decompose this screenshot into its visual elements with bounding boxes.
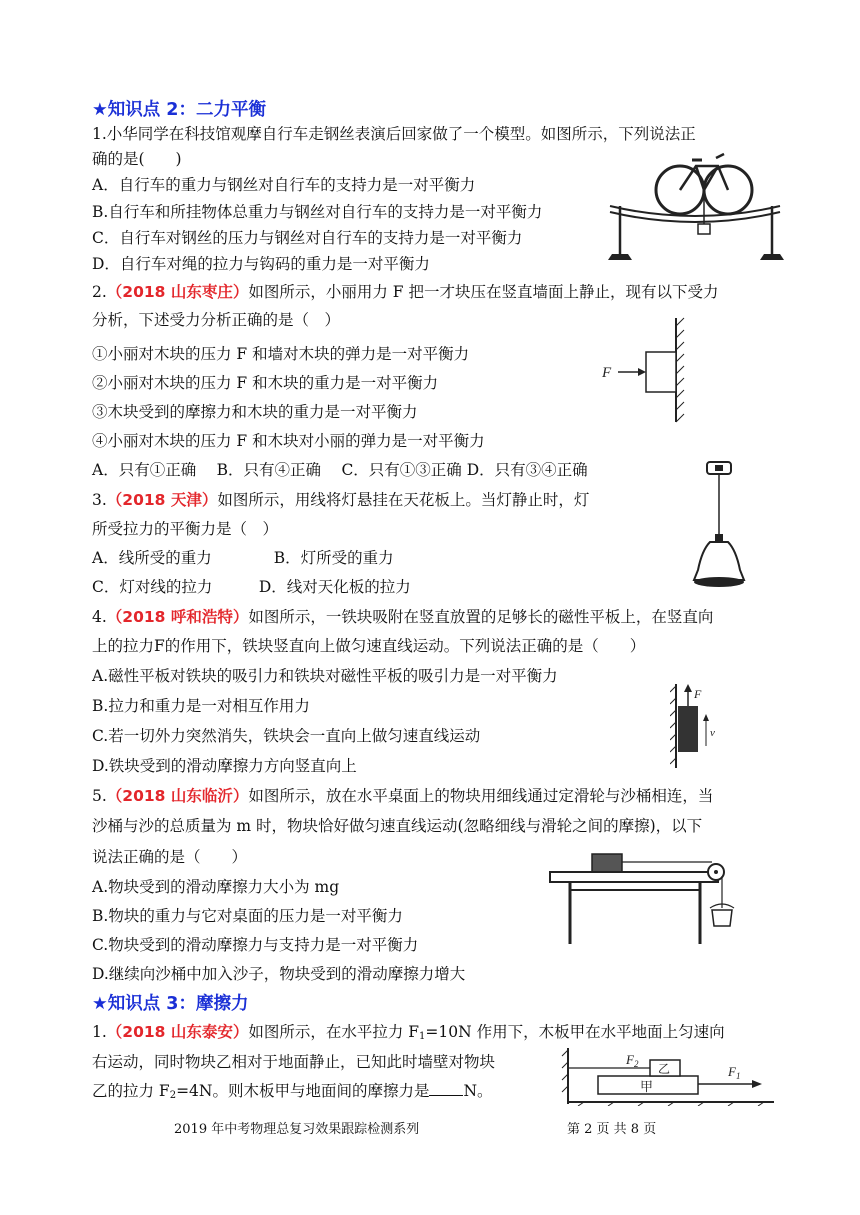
q3-options-cd: C．灯对线的拉力 D．线对天化板的拉力	[92, 578, 411, 596]
q1-option-c: C．自行车对钢丝的压力与钢丝对自行车的支持力是一对平衡力	[92, 229, 523, 247]
magnet-block-figure	[670, 682, 730, 772]
q2-source: （2018 山东枣庄）	[106, 283, 249, 301]
q2-statement-2: ②小丽对木块的压力 F 和木块的重力是一对平衡力	[92, 374, 439, 392]
board-and-block-figure	[558, 1046, 778, 1106]
q2-statement-1: ①小丽对木块的压力 F 和墙对木块的弹力是一对平衡力	[92, 345, 470, 363]
q5-source: （2018 山东临沂）	[106, 787, 249, 805]
q2-stem-cont: 分析，下述受力分析正确的是（ ）	[92, 311, 341, 329]
q6-stem-cont: 右运动，同时物块乙相对于地面静止，已知此时墙壁对物块	[92, 1053, 496, 1071]
q2-stem: 2.（2018 山东枣庄）如图所示，小丽用力 F 把一才块压在竖直墙面上静止，现有以下受力	[92, 283, 719, 301]
q5-option-d: D.继续向沙桶中加入沙子，物块受到的滑动摩擦力增大	[92, 965, 466, 983]
q5-stem: 5.（2018 山东临沂）如图所示，放在水平桌面上的物块用细线通过定滑轮与沙桶相连，当	[92, 787, 714, 805]
bicycle-on-wire-figure	[600, 150, 790, 268]
q2-choices: A．只有①正确 B．只有④正确 C．只有①③正确 D．只有③④正确	[92, 461, 588, 479]
answer-blank[interactable]	[429, 1081, 463, 1096]
footer-page-number: 第 2 页 共 8 页	[567, 1122, 657, 1137]
q3-stem: 3.（2018 天津）如图所示，用线将灯悬挂在天花板上。当灯静止时，灯	[92, 491, 590, 509]
section-heading-2: ★知识点 2：二力平衡	[92, 100, 266, 120]
force-f-label: F	[602, 365, 612, 381]
force-f2-label: $F_2$	[626, 1052, 639, 1069]
q5-option-c: C.物块受到的滑动摩擦力与支持力是一对平衡力	[92, 936, 419, 954]
q5-option-b: B.物块的重力与它对桌面的压力是一对平衡力	[92, 907, 403, 925]
force-f1-label: $F_1$	[728, 1064, 741, 1081]
q4-stem-cont: 上的拉力F的作用下，铁块竖直向上做匀速直线运动。下列说法正确的是（ ）	[92, 637, 646, 655]
force-f-label: F	[694, 687, 702, 701]
q5-stem-cont-2: 说法正确的是（ ）	[92, 848, 248, 866]
q4-stem: 4.（2018 呼和浩特）如图所示，一铁块吸附在竖直放置的足够长的磁性平板上，在竖直向	[92, 608, 714, 626]
q5-stem-cont: 沙桶与沙的总质量为 m 时，物块恰好做匀速直线运动(忽略细线与滑轮之间的摩擦)，以下	[92, 817, 703, 835]
q1-stem-cont: 确的是( )	[92, 150, 182, 168]
velocity-v-label: v	[710, 727, 715, 739]
q3-source: （2018 天津）	[106, 491, 218, 509]
q4-option-d: D.铁块受到的滑动摩擦力方向竖直向上	[92, 757, 357, 775]
block-yi-label: 乙	[658, 1062, 671, 1076]
q4-option-c: C.若一切外力突然消失，铁块会一直向上做匀速直线运动	[92, 727, 481, 745]
board-jia-label: 甲	[640, 1080, 654, 1095]
q2-statement-4: ④小丽对木块的压力 F 和木块对小丽的弹力是一对平衡力	[92, 432, 485, 450]
q1-option-b: B.自行车和所挂物体总重力与钢丝对自行车的支持力是一对平衡力	[92, 203, 543, 221]
q3-options-ab: A．线所受的重力 B．灯所受的重力	[92, 549, 394, 567]
q2-statement-3: ③木块受到的摩擦力和木块的重力是一对平衡力	[92, 403, 418, 421]
hanging-lamp-figure	[684, 460, 754, 592]
q4-source: （2018 呼和浩特）	[106, 608, 249, 626]
footer-series: 2019 年中考物理总复习效果跟踪检测系列	[174, 1122, 420, 1137]
star-icon: ★	[92, 100, 108, 120]
q1-stem: 1.小华同学在科技馆观摩自行车走钢丝表演后回家做了一个模型。如图所示，下列说法正	[92, 125, 696, 143]
q1-option-d: D．自行车对绳的拉力与钩码的重力是一对平衡力	[92, 255, 430, 273]
q5-option-a: A.物块受到的滑动摩擦力大小为 mg	[92, 878, 340, 896]
q1-option-a: A．自行车的重力与钢丝对自行车的支持力是一对平衡力	[92, 176, 476, 194]
q3-stem-cont: 所受拉力的平衡力是（ ）	[92, 520, 279, 538]
q4-option-a: A.磁性平板对铁块的吸引力和铁块对磁性平板的吸引力是一对平衡力	[92, 667, 558, 685]
q6-source: （2018 山东泰安）	[106, 1023, 249, 1041]
section-heading-3: ★知识点 3：摩擦力	[92, 994, 249, 1014]
star-icon: ★	[92, 994, 108, 1014]
block-against-wall-figure	[598, 316, 690, 426]
q6-stem-cont-2: 乙的拉力 $F_2=4N$。则木板甲与地面间的摩擦力是 N。	[92, 1082, 493, 1101]
pulley-table-figure	[540, 848, 740, 948]
q4-option-b: B.拉力和重力是一对相互作用力	[92, 697, 310, 715]
q6-stem: 1.（2018 山东泰安）如图所示，在水平拉力 $F_1=10N$ 作用下，木板甲在水平地面上匀速向	[92, 1023, 725, 1042]
